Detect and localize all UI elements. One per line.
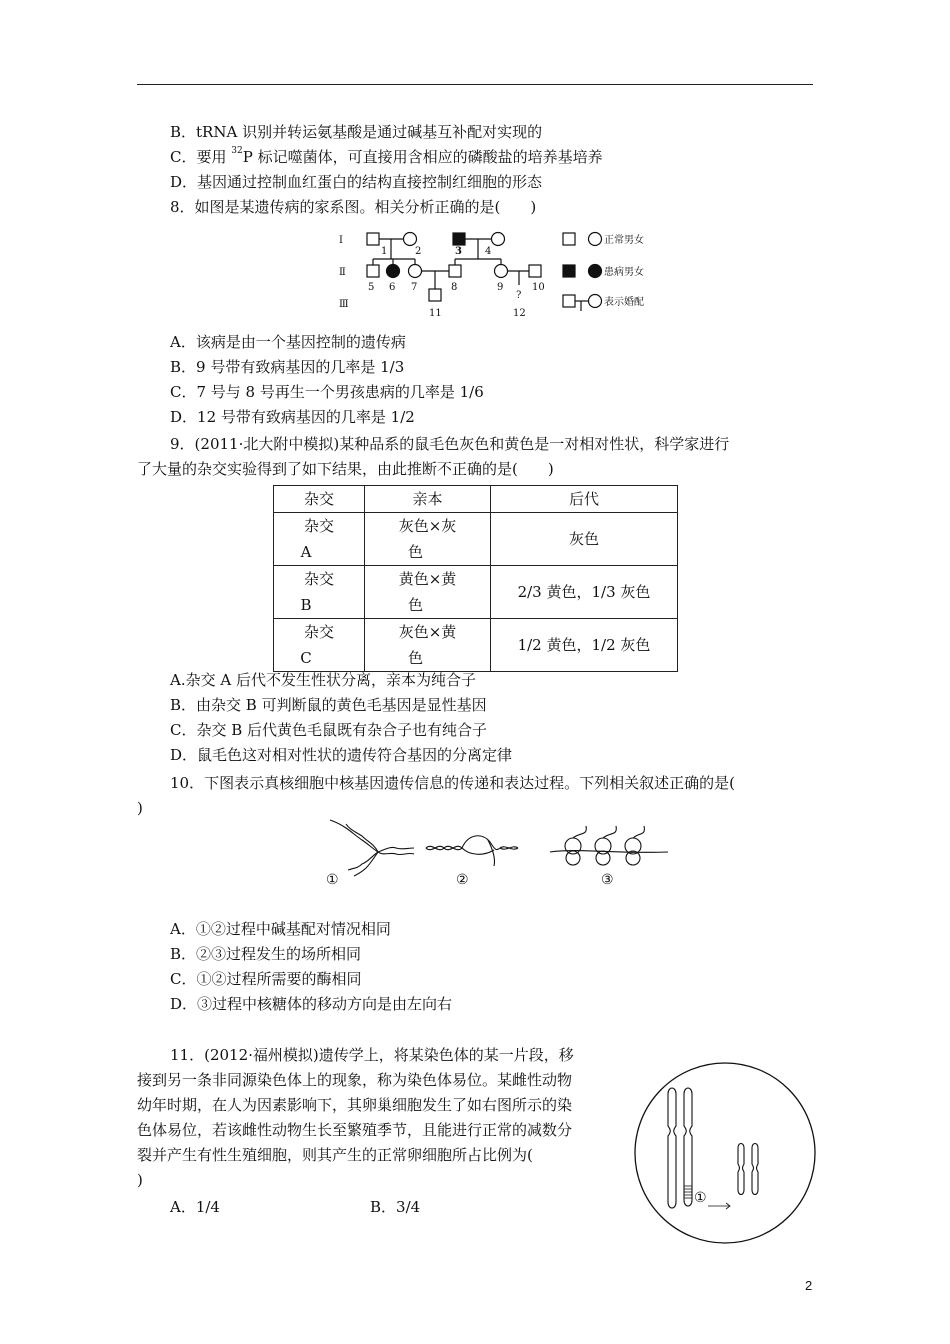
q7-option-b: B．tRNA 识别并转运氨基酸是通过碱基互补配对实现的	[170, 123, 543, 141]
q9-option-b: B．由杂交 B 可判断鼠的黄色毛基因是显性基因	[170, 696, 487, 714]
header-rule	[137, 84, 813, 85]
pedigree-num: 2	[415, 246, 422, 257]
pedigree-individual-1	[367, 233, 379, 245]
q8-option-a: A．该病是由一个基因控制的遗传病	[170, 333, 406, 351]
gene-expression-figure	[318, 818, 678, 890]
pedigree-individual-8	[449, 265, 461, 277]
pedigree-individual-4	[492, 233, 505, 246]
table-cell: 灰色×灰 色	[365, 513, 491, 566]
q9-option-d: D．鼠毛色这对相对性状的遗传符合基因的分离定律	[170, 746, 513, 764]
pedigree-individual-2	[404, 233, 417, 246]
q11-line: 幼年时期，在人为因素影响下，其卵巢细胞发生了如右图所示的染	[137, 1096, 573, 1114]
pedigree-individual-3	[453, 233, 465, 245]
pedigree-num: 10	[532, 282, 545, 293]
pedigree-num: 8	[451, 282, 458, 293]
pedigree-num: 5	[368, 282, 375, 293]
table-cell: 杂交 B	[274, 566, 365, 619]
q11-line: )	[137, 1171, 143, 1189]
table-cell: 杂交 A	[274, 513, 365, 566]
q9-stem-line1: 9．(2011·北大附中模拟)某种品系的鼠毛色灰色和黄色是一对相对性状，科学家进行	[170, 435, 730, 453]
table-row	[274, 566, 678, 619]
q7-option-c: C．要用 $^{32}$P 标记噬菌体，可直接用含相应的磷酸盐的培养基培养	[170, 146, 603, 166]
q10-option-a: A．①②过程中碱基配对情况相同	[170, 920, 391, 938]
legend-normal: 正常男女	[604, 235, 644, 246]
table-header: 后代	[491, 486, 678, 513]
q10-option-c: C．①②过程所需要的酶相同	[170, 970, 362, 988]
table-header: 亲本	[365, 486, 491, 513]
pedigree-num: 3	[455, 246, 462, 257]
gen-label-3: Ⅲ	[339, 299, 349, 310]
q9-option-c: C．杂交 B 后代黄色毛鼠既有杂合子也有纯合子	[170, 721, 488, 739]
q8-stem: 8．如图是某遗传病的家系图。相关分析正确的是( )	[170, 198, 537, 216]
q10-option-d: D．③过程中核糖体的移动方向是由左向右	[170, 995, 453, 1013]
table-row	[274, 619, 678, 672]
pedigree-individual-11	[429, 289, 441, 301]
pedigree-question-mark: ?	[516, 290, 522, 301]
pedigree-num: 12	[513, 308, 526, 319]
pedigree-num: 4	[485, 246, 492, 257]
gen-label-2: Ⅱ	[339, 267, 346, 278]
pedigree-num: 11	[429, 308, 442, 319]
pedigree-individual-7	[409, 265, 422, 278]
q11-line: 11．(2012·福州模拟)遗传学上，将某染色体的某一片段，移	[170, 1046, 574, 1064]
figure-label: ③	[601, 872, 614, 888]
q7-option-d: D．基因通过控制血红蛋白的结构直接控制红细胞的形态	[170, 173, 543, 191]
pedigree-individual-10	[529, 265, 541, 277]
pedigree-num: 9	[497, 282, 504, 293]
q9-option-a: A.杂交 A 后代不发生性状分离，亲本为纯合子	[170, 671, 476, 689]
pedigree-figure	[335, 223, 665, 323]
q8-option-d: D．12 号带有致病基因的几率是 1/2	[170, 408, 415, 426]
q8-option-b: B．9 号带有致病基因的几率是 1/3	[170, 358, 405, 376]
figure-label: ②	[456, 872, 469, 888]
q11-line: 色体易位，若该雌性动物生长至繁殖季节，且能进行正常的减数分	[137, 1121, 573, 1139]
table-header-row	[274, 486, 678, 513]
page-number: 2	[805, 1278, 813, 1293]
q11-line: 接到另一条非同源染色体上的现象，称为染色体易位。某雌性动物	[137, 1071, 573, 1089]
q10-stem-line2: )	[137, 799, 143, 817]
q11-option-a: A．1/4	[170, 1198, 220, 1216]
q10-option-b: B．②③过程发生的场所相同	[170, 945, 362, 963]
q9-cross-table	[273, 485, 678, 672]
pedigree-num: 7	[411, 282, 418, 293]
pedigree-num: 6	[389, 282, 396, 293]
pedigree-individual-5	[367, 265, 379, 277]
q10-stem-line1: 10．下图表示真核细胞中核基因遗传信息的传递和表达过程。下列相关叙述正确的是(	[170, 774, 735, 792]
q8-option-c: C．7 号与 8 号再生一个男孩患病的几率是 1/6	[170, 383, 484, 401]
pedigree-num: 1	[381, 246, 388, 257]
q11-line: 裂并产生有性生殖细胞，则其产生的正常卵细胞所占比例为(	[137, 1146, 533, 1164]
table-row	[274, 513, 678, 566]
table-cell: 灰色	[491, 513, 678, 566]
table-cell: 黄色×黄 色	[365, 566, 491, 619]
table-cell: 2/3 黄色，1/3 灰色	[491, 566, 678, 619]
pedigree-individual-9	[495, 265, 508, 278]
figure-label: ①	[694, 1190, 707, 1206]
chromosome-translocation-figure	[632, 1060, 818, 1246]
figure-label: ①	[326, 872, 339, 888]
table-cell: 灰色×黄 色	[365, 619, 491, 672]
gen-label-1: Ⅰ	[339, 235, 343, 246]
legend-affected: 患病男女	[604, 267, 644, 278]
legend-marriage: 表示婚配	[604, 297, 644, 308]
table-header: 杂交	[274, 486, 365, 513]
q9-stem-line2: 了大量的杂交实验得到了如下结果，由此推断不正确的是( )	[137, 460, 554, 478]
pedigree-individual-6	[387, 265, 400, 278]
q11-option-b: B．3/4	[370, 1198, 421, 1216]
table-cell: 1/2 黄色，1/2 灰色	[491, 619, 678, 672]
table-cell: 杂交 C	[274, 619, 365, 672]
